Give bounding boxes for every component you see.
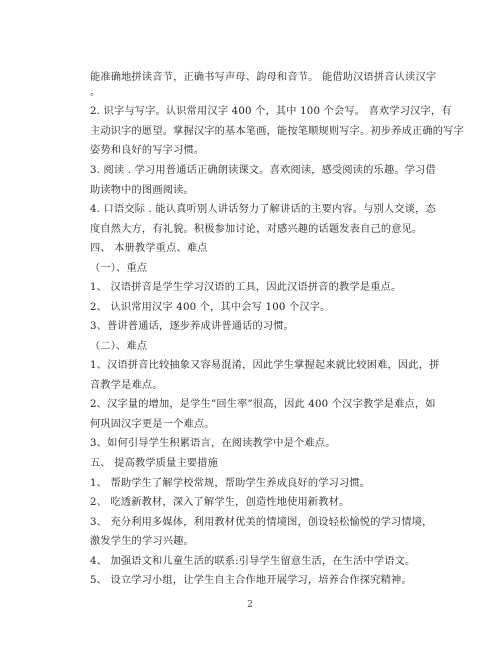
text-line: 5、 设立学习小组，让学生自主合作地开展学习，培养合作探究精神。: [90, 575, 412, 586]
text-line: 2、 吃透新教材，深入了解学生，创造性地使用新教材。: [90, 497, 350, 508]
text-line: 4、 加强语文和儿童生活的联系:引导学生留意生活，在生活中学语文。: [90, 556, 416, 567]
page-number: 2: [247, 600, 253, 610]
text-line: 3、如何引导学生积累语言，在阅读教学中是个难点。: [90, 438, 336, 449]
text-line: 3、普讲普通话，逐步养成讲普通话的习惯。: [90, 321, 295, 332]
text-line: 音教学是难点。: [90, 380, 163, 391]
text-line: 度自然大方，有礼貌。积极参加讨论，对感兴趣的话题发表自己的意见。: [90, 224, 423, 235]
text-line: 4. 口语交际 . 能认真听别人讲话努力了解讲话的主要内容。与别人交谈，态: [90, 204, 436, 215]
text-line: 1、汉语拼音比较抽象又容易混淆，因此学生掌握起来就比较困难，因此，拼: [90, 360, 440, 371]
text-line: 助读物中的图画阅读。: [90, 185, 194, 196]
text-line: 2、 认识常用汉字 400 个，其中会写 100 个汉字。: [90, 302, 331, 313]
text-line: 何巩固汉字更是一个难点。: [90, 419, 215, 430]
text-line: 2、汉字量的增加，是学生”回生率”很高，因此 400 个汉字教学是难点，如: [90, 399, 436, 410]
subsection-heading: （一）、重点: [90, 263, 148, 274]
text-line: 1、 汉语拼音是学生学习汉语的工具，因此汉语拼音的教学是重点。: [90, 282, 402, 293]
text-line: 姿势和良好的写字习惯。: [90, 145, 205, 156]
text-line: 3. 阅读 . 学习用普通话正确朗读课文。喜欢阅读，感受阅读的乐趣。学习借: [90, 165, 436, 176]
text-line: 。: [90, 87, 101, 98]
text-line: 激发学生的学习兴趣。: [90, 536, 194, 547]
subsection-heading: （二）、难点: [90, 341, 148, 352]
text-line: 3、 充分利用多媒体，利用教材优美的情境图，创设轻松愉悦的学习情境，: [90, 517, 433, 528]
text-line: 主动识字的愿望。掌握汉字的基本笔画，能按笔顺规则写字。初步养成正确的写字: [90, 126, 464, 137]
text-line: 能准确地拼读音节，正确书写声母、韵母和音节。 能借助汉语拼音认读汉字: [90, 72, 437, 83]
section-heading: 四、 本册教学重点、难点: [90, 243, 208, 254]
section-heading: 五、 提高教学质量主要措施: [90, 458, 219, 469]
text-line: 1、 帮助学生了解学校常规，帮助学生养成良好的学习习惯。: [90, 478, 371, 489]
text-line: 2. 识字与写字。认识常用汉字 400 个，其中 100 个会写。 喜欢学习汉字，有: [90, 106, 452, 117]
